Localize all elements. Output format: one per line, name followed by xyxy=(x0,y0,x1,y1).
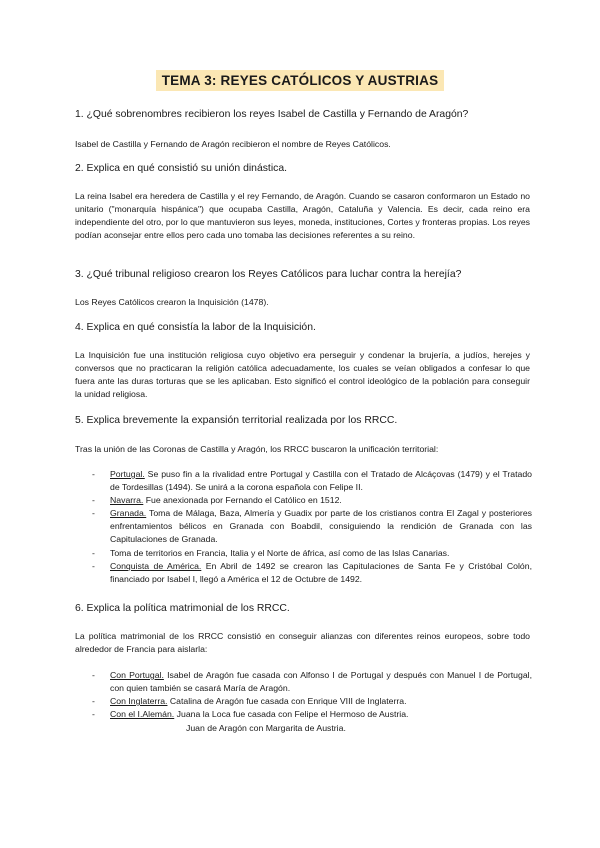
question-3: 3. ¿Qué tribunal religioso crearon los Reyes Católicos para luchar contra la herejía? xyxy=(75,269,462,280)
question-4: 4. Explica en qué consistía la labor de la Inquisición. xyxy=(75,322,316,333)
item-text: Catalina de Aragón fue casada con Enrique VIII de Inglaterra. xyxy=(167,696,407,707)
list-bullet: - xyxy=(92,670,95,680)
item-label: Con Portugal. xyxy=(110,670,164,680)
question-1: 1. ¿Qué sobrenombres recibieron los reyes Isabel de Castilla y Fernando de Aragón? xyxy=(75,109,469,120)
list-item xyxy=(92,507,532,546)
item-label: Portugal. xyxy=(110,469,145,479)
list-item xyxy=(92,695,532,708)
answer-1: Isabel de Castilla y Fernando de Aragón recibieron el nombre de Reyes Católicos. xyxy=(75,139,391,149)
list-item xyxy=(92,494,532,507)
item-text: Toma de territorios en Francia, Italia y el Norte de áfrica, así como de las Islas Canarias. xyxy=(110,547,450,558)
list-item xyxy=(92,468,532,494)
answer-4: La Inquisición fue una institución religiosa cuyo objetivo era perseguir y condenar la brujería, a judíos, herejes y conversos que no practicaran la religión católica adecuadamente, los cuales se veían obligados a confesar lo que fuera ante las duras torturas que se les aplicaban. Esto significó el control ideológico de la población para conseguir la unidad religiosa. xyxy=(75,350,530,400)
list-bullet: - xyxy=(92,547,95,558)
list-bullet: - xyxy=(92,508,95,519)
list-bullet: - xyxy=(92,469,95,479)
question-6: 6. Explica la política matrimonial de los RRCC. xyxy=(75,603,290,614)
item-text: Toma de Málaga, Baza, Almería y Guadix por parte de los cristianos contra El Zagal y posteriores enfrentamientos bélicos en Granada con Boabdil, consiguiendo la rendición de Granada con las Capitulaciones de Granada. xyxy=(110,508,532,545)
question-2: 2. Explica en qué consistió su unión dinástica. xyxy=(75,163,287,174)
marriage-list xyxy=(92,669,532,721)
list-item xyxy=(92,547,532,560)
list-bullet: - xyxy=(92,696,95,707)
page-title: TEMA 3: REYES CATÓLICOS Y AUSTRIAS xyxy=(156,70,445,91)
expansion-list xyxy=(92,468,532,586)
question-5: 5. Explica brevemente la expansión territorial realizada por los RRCC. xyxy=(75,415,398,426)
item-label: Navarra. xyxy=(110,495,144,506)
item-label: Con Inglaterra. xyxy=(110,696,168,707)
answer-2: La reina Isabel era heredera de Castilla y el rey Fernando, de Aragón. Cuando se casaron conformaron un Estado no unitario ("monarquía hispánica") que ocupaba Castilla, Aragón, Cataluña y Valencia. Es decir, cada reino era independiente del otro, por lo que mantuvieron sus leyes, moneda, instituciones, Cortes y fronteras propias. Los reyes podían aconsejar entre ellos pero cada uno tomaba las decisiones referentes a su reino. xyxy=(75,191,530,241)
list-item xyxy=(92,708,532,721)
item-text: Se puso fin a la rivalidad entre Portugal y Castilla con el Tratado de Alcáçovas (1479) y el Tratado de Tordesillas (1494). Se unirá a la corona española con Felipe II. xyxy=(110,469,532,493)
list-bullet: - xyxy=(92,560,95,571)
answer-3: Los Reyes Católicos crearon la Inquisición (1478). xyxy=(75,297,269,307)
item-text: Isabel de Aragón fue casada con Alfonso I de Portugal y después con Manuel I de Portugal, con quien también se casará María de Aragón. xyxy=(110,670,533,694)
marriage-extra-line: Juan de Aragón con Margarita de Austria. xyxy=(186,723,346,733)
item-text: En Abril de 1492 se crearon las Capitulaciones de Santa Fe y Cristóbal Colón, financiado por Isabel I, llegó a América el 12 de Octubre de 1492. xyxy=(110,560,532,584)
list-item xyxy=(92,560,532,586)
list-item xyxy=(92,669,532,695)
item-label: Conquista de América. xyxy=(110,560,202,571)
answer-6-intro: La política matrimonial de los RRCC consistió en conseguir alianzas con diferentes reinos europeos, sobre todo alrededor de Francia para aislarla: xyxy=(75,631,530,655)
list-bullet: - xyxy=(92,495,95,506)
item-text: Fue anexionada por Fernando el Católico en 1512. xyxy=(143,495,342,506)
answer-5-intro: Tras la unión de las Coronas de Castilla y Aragón, los RRCC buscaron la unificación territorial: xyxy=(75,444,439,454)
item-label: Granada. xyxy=(110,508,147,519)
item-text: Juana la Loca fue casada con Felipe el Hermoso de Austria. xyxy=(174,709,409,720)
list-bullet: - xyxy=(92,709,95,720)
title-container xyxy=(0,70,600,91)
item-label: Con el I.Alemán. xyxy=(110,709,175,720)
